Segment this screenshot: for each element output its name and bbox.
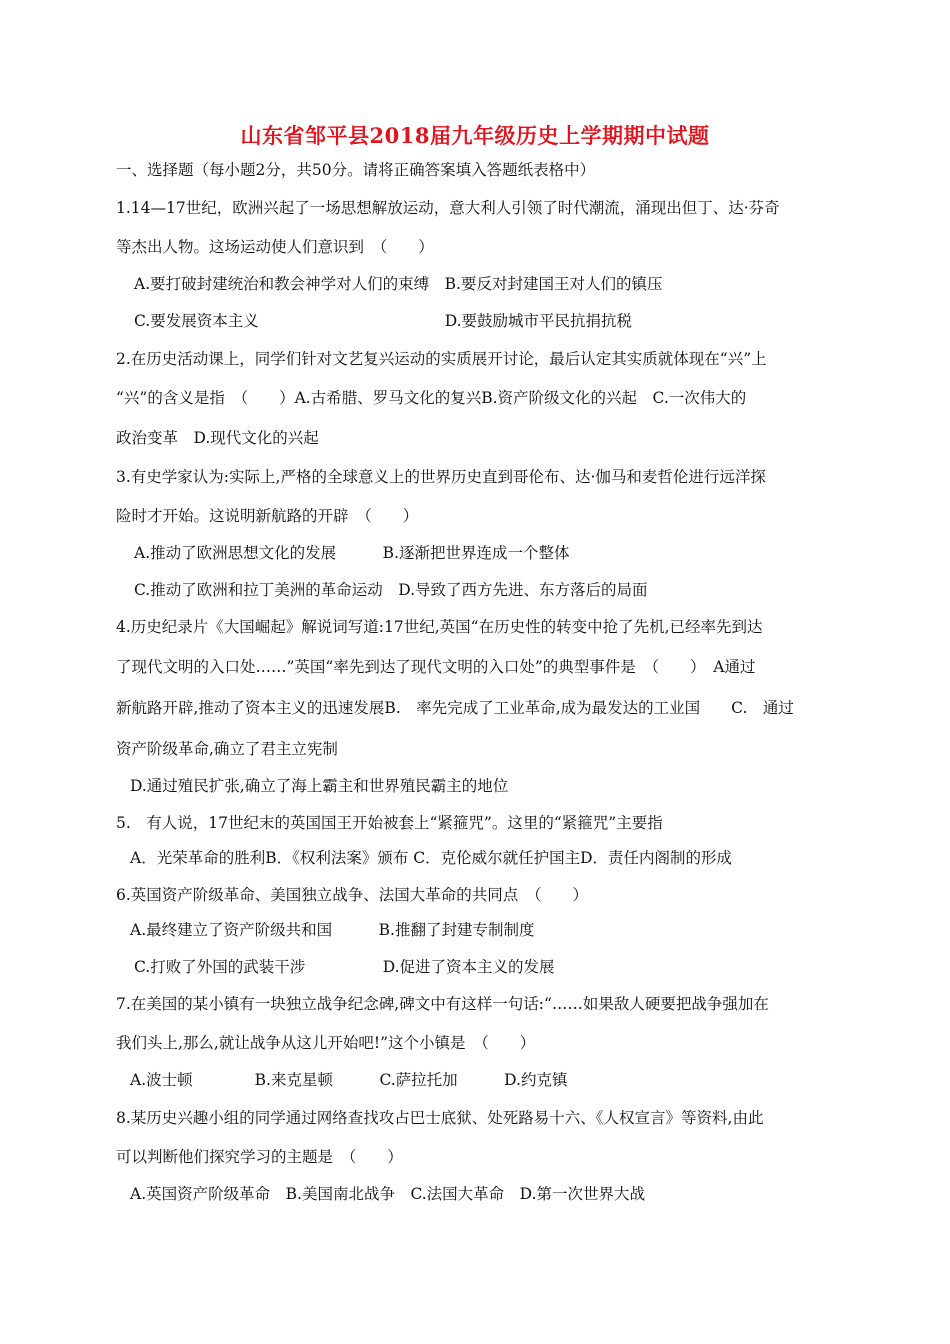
question-8-stem-line-2: 可以判断他们探究学习的主题是 （ ）: [116, 1148, 403, 1166]
question-7-options: A.波士顿 B.来克星顿 C.萨拉托加 D.约克镇: [130, 1071, 568, 1089]
question-5-options: A．光荣革命的胜利B．《权利法案》颁布 C．克伦威尔就任护国主D．责任内阁制的形成: [130, 849, 733, 867]
question-6-options-ab: A.最终建立了资产阶级共和国 B.推翻了封建专制制度: [130, 921, 535, 939]
question-4-stem-line-2: 了现代文明的入口处……”英国“率先到达了现代文明的入口处”的典型事件是 （ ） A通过: [116, 658, 756, 676]
question-3-options-ab: A.推动了欧洲思想文化的发展 B.逐渐把世界连成一个整体: [134, 544, 570, 562]
question-2-stem-line-3: 政治变革 D.现代文化的兴起: [116, 429, 319, 447]
question-7-stem-line-1: 7.在美国的某小镇有一块独立战争纪念碑,碑文中有这样一句话:“……如果敌人硬要把战争强加在: [116, 995, 769, 1013]
question-1-options-ab: A.要打破封建统治和教会神学对人们的束缚 B.要反对封建国王对人们的镇压: [134, 275, 663, 293]
question-3-options-cd: C.推动了欧洲和拉丁美洲的革命运动 D.导致了西方先进、东方落后的局面: [134, 581, 648, 599]
question-1-stem-line-2: 等杰出人物。这场运动使人们意识到 （ ）: [116, 238, 434, 256]
exam-title: 山东省邹平县2018届九年级历史上学期期中试题: [240, 123, 710, 148]
question-2-stem-line-2: “兴”的含义是指 （ ）A.古希腊、罗马文化的复兴B.资产阶级文化的兴起 C.一次伟大的: [116, 389, 747, 407]
question-8-stem-line-1: 8.某历史兴趣小组的同学通过网络查找攻占巴士底狱、处死路易十六、《人权宣言》等资料,由此: [116, 1109, 764, 1127]
question-8-options: A.英国资产阶级革命 B.美国南北战争 C.法国大革命 D.第一次世界大战: [130, 1185, 645, 1203]
question-4-stem-line-3: 新航路开辟,推动了资本主义的迅速发展B. 率先完成了工业革命,成为最发达的工业国 C. 通过: [116, 699, 794, 717]
question-6-stem: 6.英国资产阶级革命、美国独立战争、法国大革命的共同点 （ ）: [116, 886, 589, 904]
question-4-stem-line-1: 4.历史纪录片《大国崛起》解说词写道:17世纪,英国“在历史性的转变中抢了先机,已经率先到达: [116, 618, 763, 636]
question-6-options-cd: C.打败了外国的武装干涉 D.促进了资本主义的发展: [134, 958, 555, 976]
section-heading: 一、选择题（每小题2分，共50分。请将正确答案填入答题纸表格中）: [116, 161, 596, 179]
question-3-stem-line-1: 3.有史学家认为:实际上,严格的全球意义上的世界历史直到哥伦布、达·伽马和麦哲伦进行远洋探: [116, 468, 766, 486]
question-2-stem-line-1: 2.在历史活动课上，同学们针对文艺复兴运动的实质展开讨论，最后认定其实质就体现在“兴”上: [116, 350, 767, 368]
question-4-option-d: D.通过殖民扩张,确立了海上霸主和世界殖民霸主的地位: [130, 777, 509, 795]
question-7-stem-line-2: 我们头上,那么,就让战争从这儿开始吧!”这个小镇是 （ ）: [116, 1034, 536, 1052]
question-1-options-cd: C.要发展资本主义 D.要鼓励城市平民抗捐抗税: [134, 312, 633, 330]
question-1-stem-line-1: 1.14—17世纪，欧洲兴起了一场思想解放运动，意大利人引领了时代潮流，涌现出但丁、达·芬奇: [116, 199, 780, 217]
question-4-stem-line-4: 资产阶级革命,确立了君主立宪制: [116, 740, 338, 758]
question-5-stem: 5. 有人说，17世纪末的英国国王开始被套上“紧箍咒”。这里的“紧箍咒”主要指: [116, 814, 663, 832]
question-3-stem-line-2: 险时才开始。这说明新航路的开辟 （ ）: [116, 507, 419, 525]
